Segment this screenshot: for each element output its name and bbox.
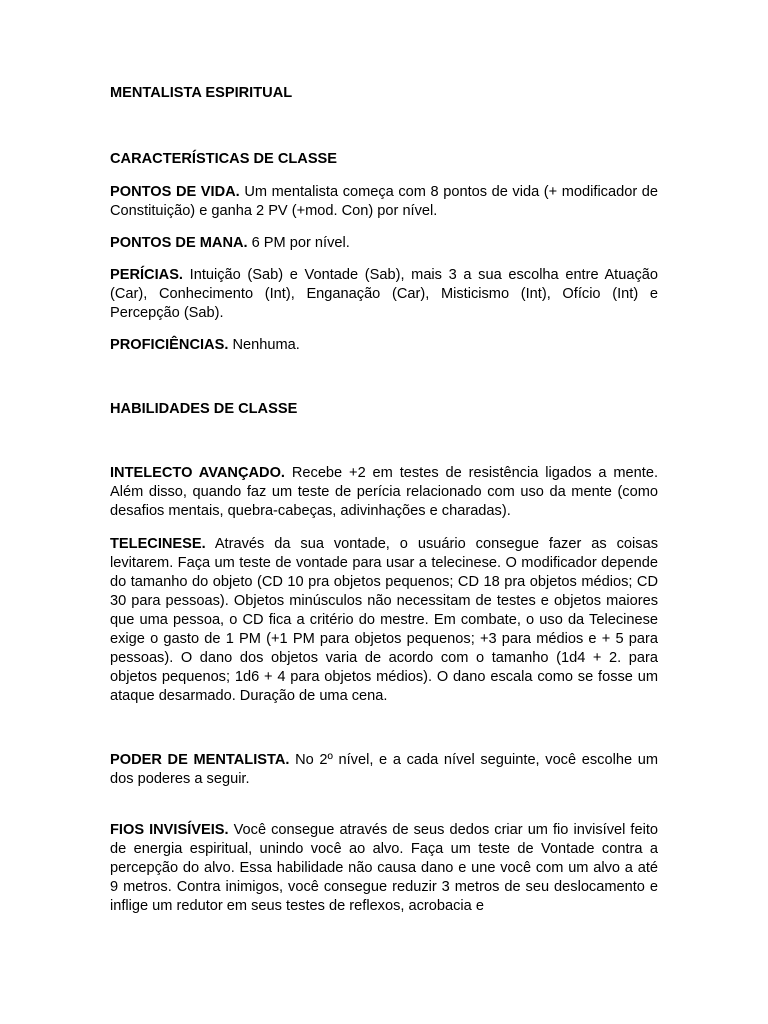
- paragraph-intelecto-avancado: [110, 464, 658, 521]
- text-intelecto-avancado: Recebe +2 em testes de resistência ligados a mente. Além disso, quando faz um teste de perícia relacionado com uso da mente (como desafios mentais, quebra-cabeças, adivinhações e charadas).: [110, 465, 659, 519]
- document-body: [110, 84, 658, 916]
- paragraph-proficiencias: [110, 336, 658, 355]
- text-fios-invisiveis: Você consegue através de seus dedos criar um fio invisível feito de energia espiritual, unindo você ao alvo. Faça um teste de Vontade contra a percepção do alvo. Essa habilidade não causa dano e une você com um alvo a até 9 metros. Contra inimigos, você consegue reduzir 3 metros de seu deslocamento e inflige um redutor em seus testes de reflexos, acrobacia e: [110, 822, 658, 914]
- document-title: MENTALISTA ESPIRITUAL: [110, 85, 293, 101]
- paragraph-pontos-de-mana: [110, 234, 658, 253]
- label-pericias: PERÍCIAS.: [110, 267, 183, 283]
- text-poder-de-mentalista: No 2º nível, e a cada nível seguinte, você escolhe um dos poderes a seguir.: [110, 752, 658, 787]
- text-proficiencias: Nenhuma.: [228, 337, 300, 353]
- label-telecinese: TELECINESE.: [110, 536, 206, 552]
- label-pontos-de-vida: PONTOS DE VIDA.: [110, 184, 240, 200]
- paragraph-poder-de-mentalista: [110, 751, 658, 789]
- paragraph-pontos-de-vida: [110, 183, 658, 221]
- text-telecinese: Através da sua vontade, o usuário consegue fazer as coisas levitarem. Faça um teste de vontade para usar a telecinese. O modificador depende do tamanho do objeto (CD 10 pra objetos pequenos; CD 18 pra objetos médios; CD 30 para pessoas). Objetos minúsculos não necessitam de testes e objetos maiores que uma pessoa, o CD fica a critério do mestre. Em combate, o uso da Telecinese exige o gasto de 1 PM (+1 PM para objetos pequenos; +3 para médios e + 5 para pessoas). O dano dos objetos varia de acordo com o tamanho (1d4 + 2. para objetos pequenos; 1d6 + 4 para objetos médios). O dano escala como se fosse um ataque desarmado. Duração de uma cena.: [110, 536, 658, 704]
- label-proficiencias: PROFICIÊNCIAS.: [110, 337, 229, 353]
- label-pontos-de-mana: PONTOS DE MANA.: [110, 235, 248, 251]
- paragraph-fios-invisiveis: [110, 821, 658, 916]
- label-intelecto-avancado: INTELECTO AVANÇADO.: [110, 465, 285, 481]
- label-poder-de-mentalista: PODER DE MENTALISTA.: [110, 752, 290, 768]
- text-pontos-de-vida: Um mentalista começa com 8 pontos de vida (+ modificador de Constituição) e ganha 2 PV (+mod. Con) por nível.: [110, 184, 659, 219]
- paragraph-telecinese: [110, 535, 658, 706]
- paragraph-pericias: [110, 266, 658, 323]
- section-heading-habilidades: HABILIDADES DE CLASSE: [110, 401, 298, 417]
- text-pericias: Intuição (Sab) e Vontade (Sab), mais 3 a sua escolha entre Atuação (Car), Conhecimento (Int), Enganação (Car), Misticismo (Int), Ofício (Int) e Percepção (Sab).: [110, 267, 658, 321]
- label-fios-invisiveis: FIOS INVISÍVEIS.: [110, 822, 229, 838]
- section-heading-caracteristicas: CARACTERÍSTICAS DE CLASSE: [110, 151, 338, 167]
- text-pontos-de-mana: 6 PM por nível.: [247, 235, 350, 251]
